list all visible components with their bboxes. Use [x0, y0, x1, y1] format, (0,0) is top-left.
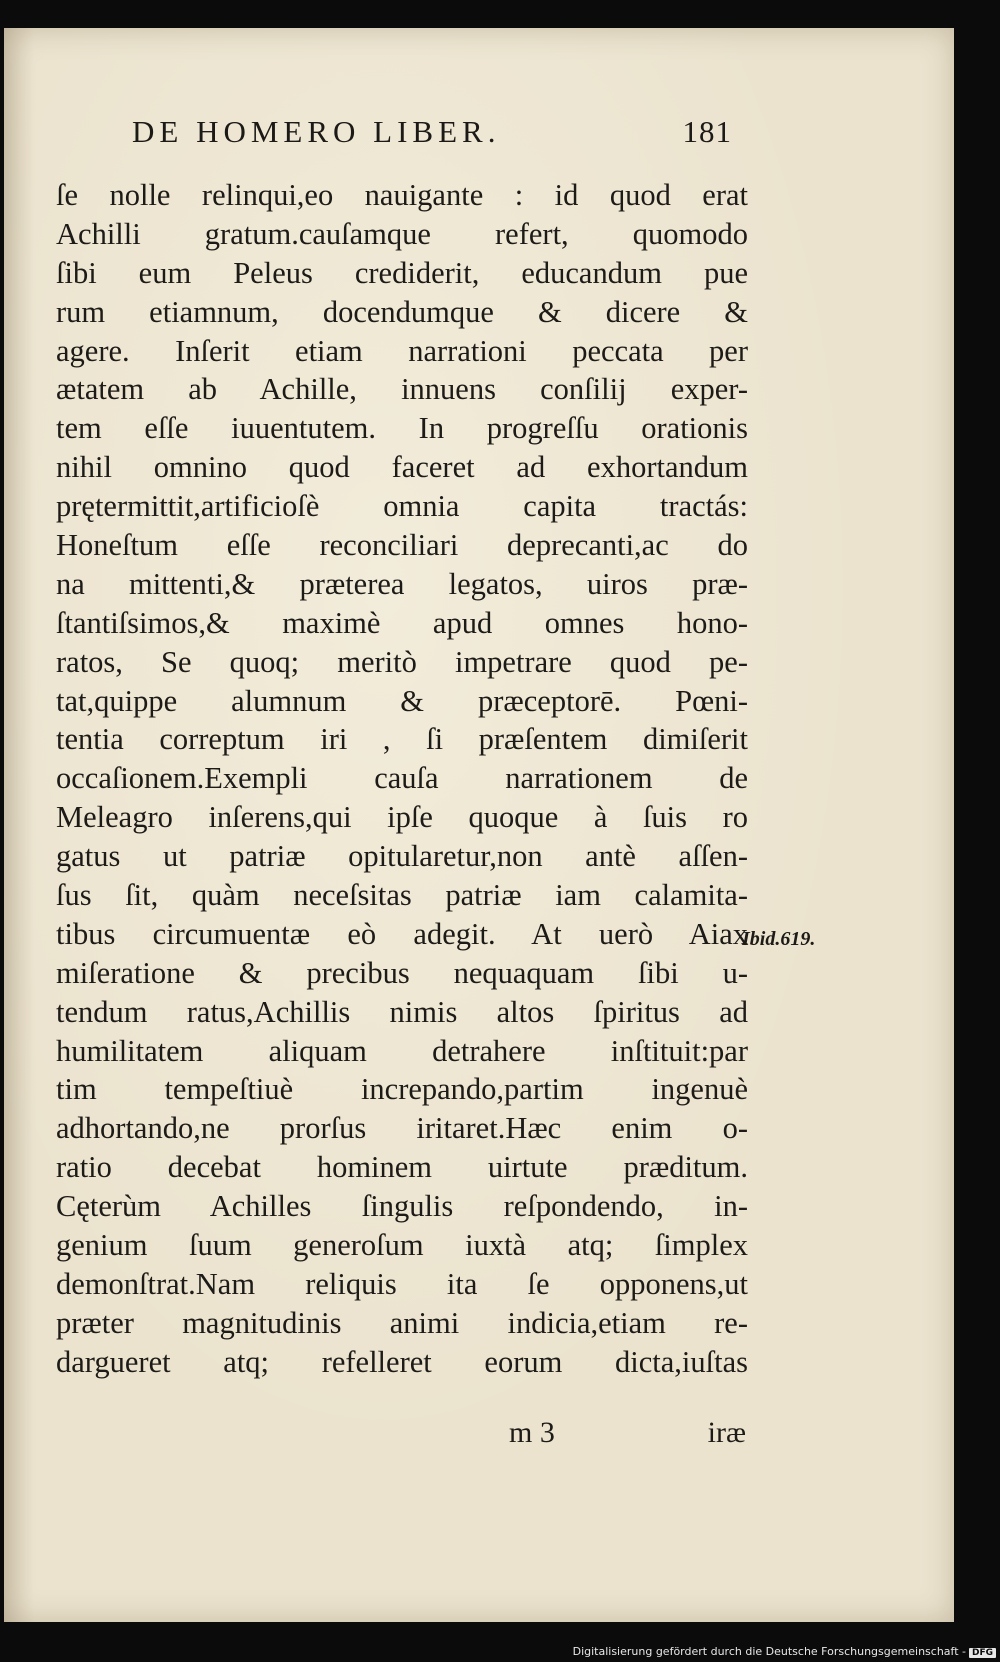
- text-line: tat,quippe alumnum & præceptorē. Pœni-: [56, 683, 748, 718]
- running-header: [132, 114, 732, 162]
- text-line: occaſionem.Exempli cauſa narrationem de: [56, 761, 748, 796]
- dfg-logo-icon: DFG: [969, 1648, 996, 1658]
- text-line: rum etiamnum, docendumque & dicere &: [56, 294, 748, 329]
- margin-note: Ibid.619.: [742, 928, 816, 950]
- text-line: præter magnitudinis animi indicia,etiam re-: [56, 1305, 748, 1340]
- text-line: na mittenti,& præterea legatos, uiros præ-: [56, 566, 748, 601]
- catchword: iræ: [707, 1416, 746, 1449]
- page-number: 181: [682, 114, 732, 149]
- body-text: [56, 176, 748, 1382]
- text-line: tem eſſe iuuentutem. In progreſſu orationis: [56, 411, 748, 446]
- text-line: agere. Inſerit etiam narrationi peccata per: [56, 333, 748, 368]
- text-line: prętermittit,artificioſè omnia capita tractás:: [56, 489, 748, 524]
- text-line: tibus circumuentæ eò adegit. At uerò Aiax: [56, 916, 748, 951]
- text-line: miſeratione & precibus nequaquam ſibi u-: [56, 955, 748, 990]
- text-line: ſibi eum Peleus crediderit, educandum pue: [56, 255, 748, 290]
- text-line: genium ſuum generoſum iuxtà atq; ſimplex: [56, 1228, 748, 1263]
- text-line: tendum ratus,Achillis nimis altos ſpiritus ad: [56, 994, 748, 1029]
- credit-text: Digitalisierung gefördert durch die Deutsche Forschungsgemeinschaft -: [572, 1645, 966, 1658]
- text-line: adhortando,ne prorſus iritaret.Hæc enim o-: [56, 1111, 748, 1146]
- text-line: ætatem ab Achille, innuens conſilij exper-: [56, 372, 748, 407]
- text-line: ratio decebat hominem uirtute præditum.: [56, 1150, 748, 1185]
- text-line: nihil omnino quod faceret ad exhortandum: [56, 450, 748, 485]
- text-line: Achilli gratum.cauſamque refert, quomodo: [56, 216, 748, 251]
- text-line: ſe nolle relinqui,eo nauigante : id quod erat: [56, 178, 748, 212]
- text-line: gatus ut patriæ opitularetur,non antè aſſen-: [56, 839, 748, 874]
- text-line: tentia correptum iri , ſi præſentem dimiſerit: [56, 722, 748, 757]
- signature-mark: m 3: [509, 1416, 555, 1449]
- text-line: ratos, Se quoq; meritò impetrare quod pe-: [56, 644, 748, 679]
- running-title: DE HOMERO LIBER.: [132, 114, 501, 149]
- text-line: Honeſtum eſſe reconciliari deprecanti,ac do: [56, 528, 748, 563]
- text-line: dargueret atq; refelleret eorum dicta,iuſtas: [56, 1344, 748, 1379]
- digitization-credit: [573, 1645, 996, 1658]
- text-line: ſus ſit, quàm neceſsitas patriæ iam calamita-: [56, 878, 748, 913]
- text-line: Meleagro inſerens,qui ipſe quoque à ſuis ro: [56, 800, 748, 835]
- text-line: demonſtrat.Nam reliquis ita ſe opponens,ut: [56, 1266, 748, 1301]
- text-line: humilitatem aliquam detrahere inſtituit:par: [56, 1033, 748, 1068]
- text-line: ſtantiſsimos,& maximè apud omnes hono-: [56, 605, 748, 640]
- text-line: tim tempeſtiuè increpando,partim ingenuè: [56, 1072, 748, 1107]
- catchline: [509, 1416, 746, 1456]
- book-page: [4, 28, 954, 1622]
- text-line: Cęterùm Achilles ſingulis reſpondendo, in-: [56, 1189, 748, 1224]
